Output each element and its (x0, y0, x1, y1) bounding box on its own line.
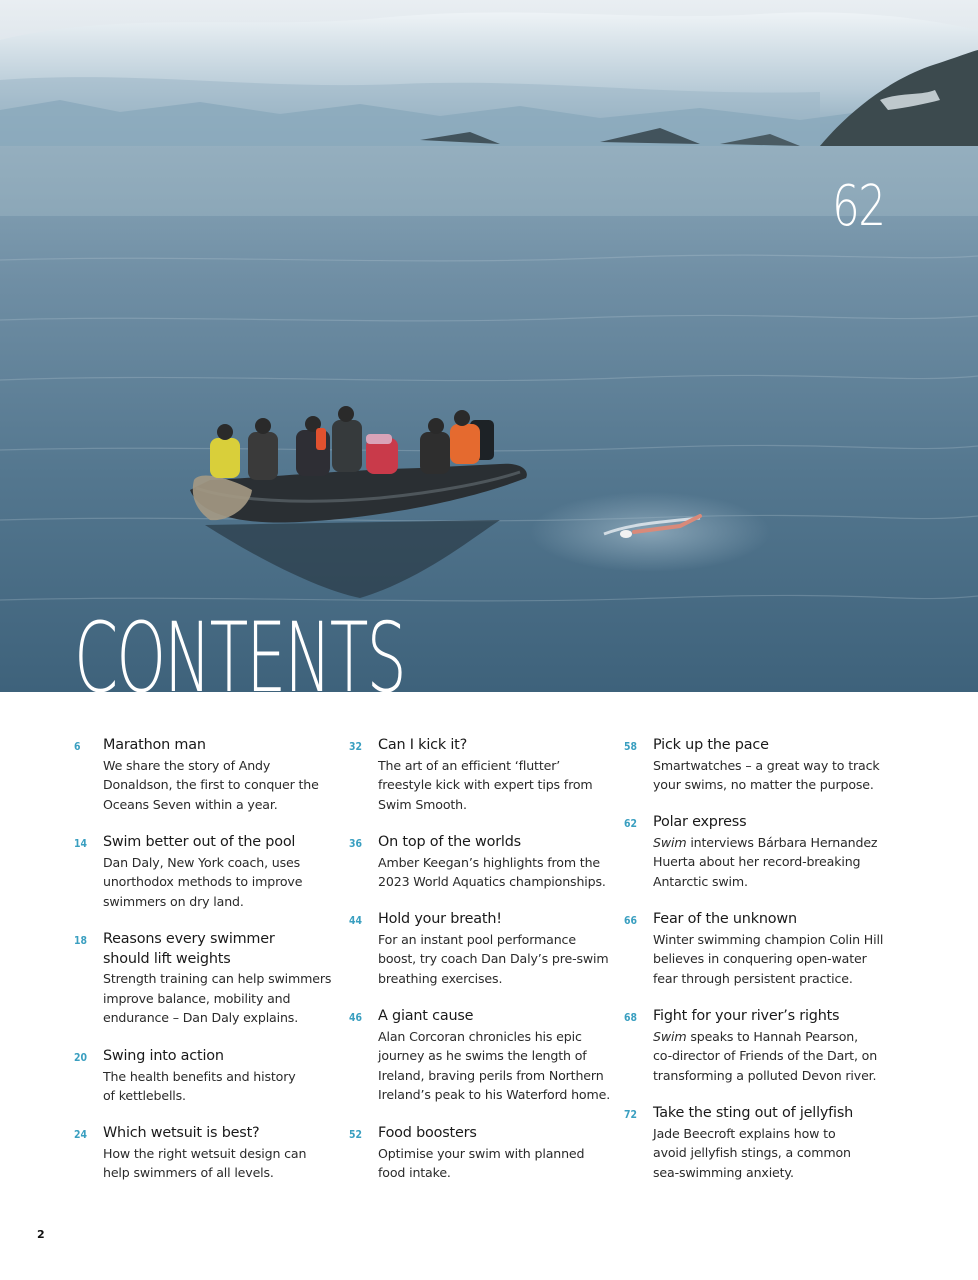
entry-description: For an instant pool performance boost, try coach Dan Daly’s pre-swim breathing exercises. (378, 931, 609, 986)
entry-title: Can I kick it? (378, 737, 468, 753)
contents-entry[interactable] (349, 1007, 611, 1105)
entry-page-number: 14 (74, 837, 88, 850)
entry-description: Optimise your swim with planned food intake. (378, 1145, 585, 1180)
entry-description (653, 1027, 894, 1086)
contents-entry[interactable] (349, 736, 611, 814)
contents-entry[interactable] (624, 910, 894, 988)
entry-description: The health benefits and history of kettlebells. (103, 1068, 296, 1103)
entry-page-number: 62 (624, 817, 638, 830)
contents-entry[interactable] (74, 930, 336, 1028)
entry-title: Food boosters (378, 1125, 477, 1141)
feature-page-number: 62 (832, 174, 885, 239)
entry-body (103, 1047, 336, 1106)
entry-body (378, 1124, 611, 1183)
entry-body (653, 1007, 894, 1085)
contents-entry[interactable] (624, 736, 894, 795)
entry-page-number: 36 (349, 837, 363, 850)
entry-page-number: 66 (624, 914, 638, 927)
contents-entry[interactable] (349, 910, 611, 988)
entry-description: We share the story of Andy Donaldson, the first to conquer the Oceans Seven within a year. (103, 757, 319, 812)
entry-body (103, 833, 336, 911)
contents-entry[interactable] (74, 1047, 336, 1106)
entry-title: Hold your breath! (378, 911, 502, 927)
entry-title: Swim better out of the pool (103, 834, 296, 850)
entry-body (103, 736, 336, 814)
entry-description (653, 833, 894, 892)
entry-body (653, 1104, 894, 1182)
contents-entry[interactable] (624, 813, 894, 891)
entry-page-number: 6 (74, 740, 81, 753)
entry-title: Take the sting out of jellyfish (653, 1105, 854, 1121)
entry-title: Marathon man (103, 737, 206, 753)
contents-entry[interactable] (74, 736, 336, 814)
entry-body (103, 930, 336, 1028)
magazine-name: Swim (653, 834, 687, 850)
entry-body (653, 736, 894, 795)
entry-page-number: 18 (74, 934, 88, 947)
entry-page-number: 44 (349, 914, 363, 927)
contents-entry[interactable] (349, 1124, 611, 1183)
entry-page-number: 32 (349, 740, 363, 753)
entry-description: Alan Corcoran chronicles his epic journey as he swims the length of Ireland, braving perils from Northern Ireland’s peak to his Waterford home. (378, 1028, 611, 1102)
entry-description: Jade Beecroft explains how to avoid jellyfish stings, a common sea-swimming anxiety. (653, 1125, 851, 1180)
entry-description-text: speaks to Hannah Pearson, co-director of Friends of the Dart, on transforming a polluted Devon river. (653, 1028, 878, 1083)
contents-entry[interactable] (349, 833, 611, 892)
entry-body (103, 1124, 336, 1183)
entry-page-number: 58 (624, 740, 638, 753)
entry-description: Amber Keegan’s highlights from the 2023 World Aquatics championships. (378, 854, 606, 889)
entry-title: Pick up the pace (653, 737, 769, 753)
entry-page-number: 24 (74, 1128, 88, 1141)
entry-body (653, 813, 894, 891)
entry-title: Which wetsuit is best? (103, 1125, 260, 1141)
entry-description: Winter swimming champion Colin Hill believes in conquering open-water fear through persistent practice. (653, 931, 884, 986)
entry-title: Fear of the unknown (653, 911, 797, 927)
entry-page-number: 68 (624, 1011, 638, 1024)
entry-title: Swing into action (103, 1048, 224, 1064)
entry-title: On top of the worlds (378, 834, 521, 850)
contents-entry[interactable] (624, 1007, 894, 1085)
entry-page-number: 46 (349, 1011, 363, 1024)
entry-title: Reasons every swimmer should lift weights (103, 931, 275, 967)
entry-description-text: interviews Bárbara Hernandez Huerta about her record-breaking Antarctic swim. (653, 834, 878, 889)
entry-title: Polar express (653, 814, 747, 830)
entry-page-number: 52 (349, 1128, 363, 1141)
entry-description: Dan Daly, New York coach, uses unorthodox methods to improve swimmers on dry land. (103, 854, 303, 909)
entry-title: A giant cause (378, 1008, 474, 1024)
entry-body (378, 833, 611, 892)
entry-body (378, 910, 611, 988)
page-title: CONTENTS (74, 602, 405, 692)
entry-page-number: 20 (74, 1051, 88, 1064)
contents-entry[interactable] (74, 1124, 336, 1183)
entry-description: Smartwatches – a great way to track your swims, no matter the purpose. (653, 757, 880, 792)
entry-body (653, 910, 894, 988)
entry-body (378, 736, 611, 814)
entry-description: How the right wetsuit design can help swimmers of all levels. (103, 1145, 307, 1180)
contents-entry[interactable] (74, 833, 336, 911)
entry-title: Fight for your river’s rights (653, 1008, 840, 1024)
entry-body (378, 1007, 611, 1105)
contents-entry[interactable] (624, 1104, 894, 1182)
entry-page-number: 72 (624, 1108, 638, 1121)
magazine-name: Swim (653, 1028, 687, 1044)
entry-description: The art of an efficient ‘flutter’ freestyle kick with expert tips from Swim Smooth. (378, 757, 593, 812)
entry-description: Strength training can help swimmers improve balance, mobility and endurance – Dan Daly explains. (103, 971, 332, 1025)
page-folio-number: 2 (37, 1228, 45, 1241)
